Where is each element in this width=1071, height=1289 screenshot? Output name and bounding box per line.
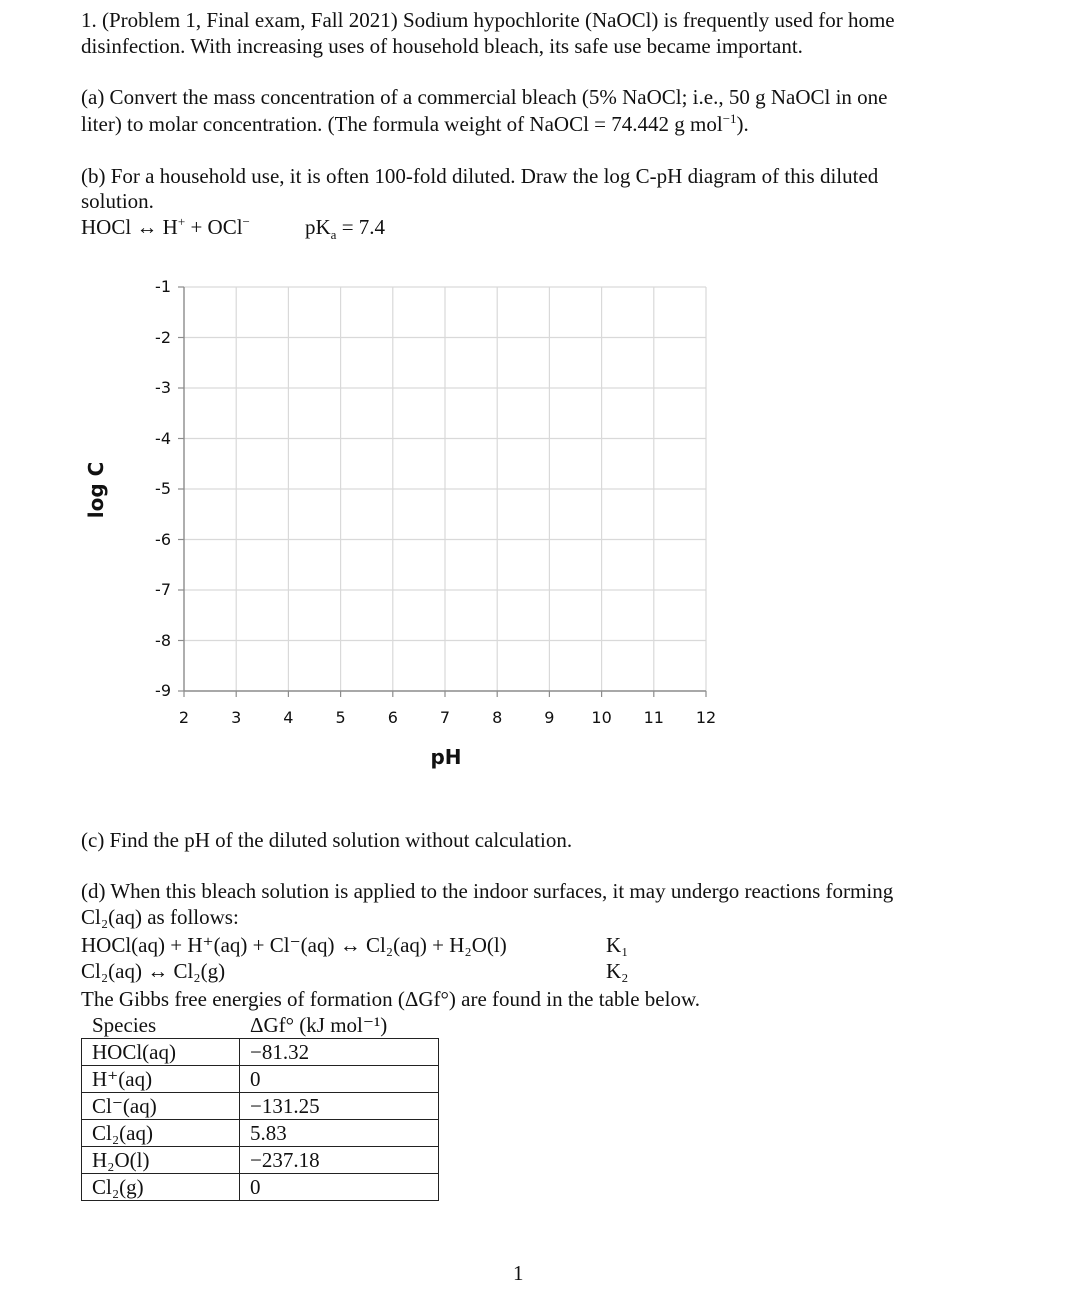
x-tick-label: 9: [544, 708, 555, 727]
y-tick-label: -4: [155, 428, 171, 448]
y-tick-label: -7: [155, 580, 171, 599]
x-tick-label: 4: [283, 708, 294, 727]
table-header-row: [82, 1012, 439, 1039]
table-cell-energy: 5.83: [240, 1120, 439, 1147]
part-b-line-1: (b) For a household use, it is often 100-fold diluted. Draw the log C-pH diagram of this diluted: [81, 164, 879, 188]
y-tick-label: -2: [155, 327, 171, 347]
gibbs-energy-table: [81, 1011, 439, 1201]
equation-ocl: + OCl: [185, 215, 243, 239]
part-a-line-1: (a) Convert the mass concentration of a commercial bleach (5% NaOCl; i.e., 50 g NaOCl in one: [81, 85, 888, 109]
reaction-1-constant: K₁: [606, 933, 629, 957]
table-row: [82, 1066, 439, 1093]
part-a-line-2-text: liter) to molar concentration. (The formula weight of NaOCl = 74.442 g mol: [81, 112, 723, 136]
y-axis-label: log C: [84, 461, 108, 519]
x-tick-label: 5: [335, 708, 346, 727]
x-tick-label: 7: [439, 708, 451, 727]
y-tick-label: -1: [155, 277, 171, 296]
part-d-line-1: (d) When this bleach solution is applied to the indoor surfaces, it may undergo reactions forming: [81, 879, 894, 903]
y-tick-label: -9: [155, 681, 171, 700]
equation-left: HOCl ↔ H: [81, 215, 178, 239]
chart-frame: [178, 287, 706, 697]
table-cell-species: H⁺(aq): [82, 1066, 240, 1093]
page-number: 1: [513, 1261, 524, 1285]
table-cell-species: H₂O(l): [82, 1147, 240, 1174]
table-cell-energy: −237.18: [240, 1147, 439, 1174]
part-d-line-2: Cl₂(aq) as follows:: [81, 905, 239, 929]
chart-grid: [184, 287, 706, 691]
reaction-2-constant: K₂: [606, 959, 629, 983]
part-b-line-2: solution.: [81, 189, 154, 213]
y-tick-label: -3: [155, 378, 171, 397]
table-header-species: Species: [82, 1012, 240, 1039]
table-cell-species: HOCl(aq): [82, 1039, 240, 1066]
ocl-charge: −: [242, 214, 250, 229]
table-row: [82, 1039, 439, 1066]
reaction-1: HOCl(aq) + H⁺(aq) + Cl⁻(aq) ↔ Cl₂(aq) + H₂O(l): [81, 933, 507, 957]
x-tick-label: 11: [643, 708, 664, 727]
problem-statement-line-1: 1. (Problem 1, Final exam, Fall 2021) Sodium hypochlorite (NaOCl) is frequently used for home: [81, 8, 895, 32]
problem-statement-line-2: disinfection. With increasing uses of household bleach, its safe use became important.: [81, 34, 803, 58]
h-charge: +: [177, 214, 186, 229]
reaction-2: Cl₂(aq) ↔ Cl₂(g): [81, 959, 226, 983]
x-tick-label: 6: [387, 708, 398, 727]
x-tick-label: 2: [178, 708, 190, 727]
x-axis-label: pH: [430, 745, 462, 769]
table-cell-energy: 0: [240, 1066, 439, 1093]
part-c-line-1: (c) Find the pH of the diluted solution without calculation.: [81, 828, 573, 852]
table-cell-species: Cl₂(aq): [82, 1120, 240, 1147]
pka-symbol: pK: [305, 215, 331, 239]
table-cell-species: Cl⁻(aq): [82, 1093, 240, 1120]
table-row: [82, 1147, 439, 1174]
y-tick-label: -5: [155, 479, 171, 498]
table-row: [82, 1120, 439, 1147]
table-header-energy: ΔGf° (kJ mol⁻¹): [240, 1012, 439, 1039]
table-cell-energy: −81.32: [240, 1039, 439, 1066]
table-row: [82, 1174, 439, 1201]
x-tick-label: 3: [231, 708, 242, 727]
x-tick-label: 8: [492, 708, 503, 727]
part-a-exponent: −1: [722, 111, 737, 126]
gibbs-intro: The Gibbs free energies of formation (ΔGf°) are found in the table below.: [81, 987, 701, 1011]
part-a-line-2-end: ).: [736, 112, 749, 136]
table-cell-energy: 0: [240, 1174, 439, 1201]
table-cell-energy: −131.25: [240, 1093, 439, 1120]
table-row: [82, 1093, 439, 1120]
pka-subscript: a: [330, 227, 337, 243]
x-tick-label: 12: [695, 708, 717, 727]
table-cell-species: Cl₂(g): [82, 1174, 240, 1201]
x-tick-label: 10: [591, 708, 612, 727]
y-tick-label: -6: [155, 529, 171, 549]
y-tick-label: -8: [155, 630, 171, 650]
pka-number: = 7.4: [336, 215, 386, 239]
